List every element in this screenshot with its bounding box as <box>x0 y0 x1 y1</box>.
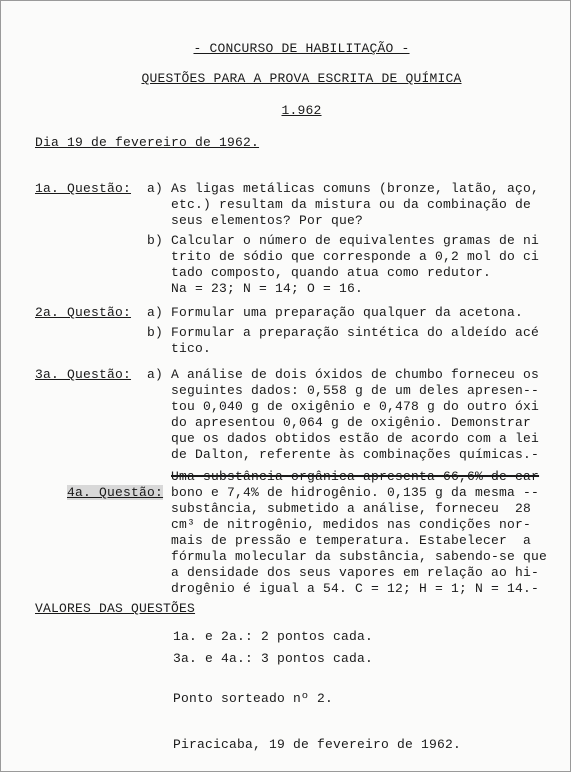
question-4-line-1: Uma substância orgânica apresenta 66,6% de car <box>171 469 540 484</box>
question-1-b-line-4: Na = 23; N = 14; O = 16. <box>171 281 364 296</box>
question-4-line-2: bono e 7,4% de hidrogênio. 0,135 g da mesma -- <box>171 485 540 500</box>
valores-line-2: 3a. e 4a.: 3 pontos cada. <box>173 651 374 666</box>
question-2-a-prefix: a) <box>147 305 164 320</box>
ponto-sorteado: Ponto sorteado nº 2. <box>173 691 334 706</box>
question-4-line-5: mais de pressão e temperatura. Estabelecer a <box>171 533 532 548</box>
question-3-label: 3a. Questão: <box>35 367 132 382</box>
question-1-label: 1a. Questão: <box>35 181 132 196</box>
question-4-line-8: drogênio é igual a 54. C = 12; H = 1; N = 14.- <box>171 581 540 596</box>
closing-place-date: Piracicaba, 19 de fevereiro de 1962. <box>173 737 462 752</box>
valores-line-1: 1a. e 2a.: 2 pontos cada. <box>173 629 374 644</box>
question-1-a-prefix: a) <box>147 181 164 196</box>
question-3-a-line-5: que os dados obtidos estão de acordo com a lei <box>171 431 540 446</box>
question-4-label-text: 4a. Questão: <box>67 485 164 500</box>
question-2-b-prefix: b) <box>147 325 164 340</box>
question-4-line-4: cm³ de nitrogênio, medidos nas condições nor- <box>171 517 532 532</box>
header-year <box>1 87 570 135</box>
question-4-line-7: a densidade dos seus vapores em relação ao hi- <box>171 565 540 580</box>
header-line-1: - CONCURSO DE HABILITAÇÃO - <box>193 41 410 56</box>
question-3-a-line-1: A análise de dois óxidos de chumbo forneceu os <box>171 367 540 382</box>
valores-heading: VALORES DAS QUESTÕES <box>35 601 196 616</box>
question-1-b-line-3: tado composto, quando atua como redutor. <box>171 265 492 280</box>
question-4-line-3: substância, submetido a análise, forneceu 28 <box>171 501 532 516</box>
question-3-a-line-3: tou 0,040 g de oxigênio e 0,478 g do outro óxi <box>171 399 540 414</box>
date-heading: Dia 19 de fevereiro de 1962. <box>35 135 260 150</box>
question-2-b-line-2: tico. <box>171 341 212 356</box>
question-1-a-line-1: As ligas metálicas comuns (bronze, latão, aço, <box>171 181 540 196</box>
question-2-a-line-1: Formular uma preparação qualquer da acetona. <box>171 305 524 320</box>
question-1-b-prefix: b) <box>147 233 164 248</box>
question-3-a-line-4: do apresentou 0,064 g de oxigênio. Demonstrar <box>171 415 532 430</box>
question-4-label <box>35 469 163 517</box>
question-1-a-line-3: seus elementos? Por que? <box>171 213 364 228</box>
question-1-a-line-2: etc.) resultam da mistura ou da combinação de <box>171 197 532 212</box>
header-line-2: QUESTÕES PARA A PROVA ESCRITA DE QUÍMICA <box>141 71 462 86</box>
question-2-label: 2a. Questão: <box>35 305 132 320</box>
question-1-b-line-2: trito de sódio que corresponde a 0,2 mol do ci <box>171 249 540 264</box>
header-year-text: 1.962 <box>281 103 322 118</box>
question-4-line-6: fórmula molecular da substância, sabendo-se que <box>171 549 548 564</box>
question-3-a-prefix: a) <box>147 367 164 382</box>
question-2-b-line-1: Formular a preparação sintética do aldeído acé <box>171 325 540 340</box>
question-1-b-line-1: Calcular o número de equivalentes gramas de ni <box>171 233 540 248</box>
question-3-a-line-2: seguintes dados: 0,558 g de um deles apresen-- <box>171 383 540 398</box>
question-3-a-line-6: de Dalton, referente às combinações químicas.- <box>171 447 540 462</box>
